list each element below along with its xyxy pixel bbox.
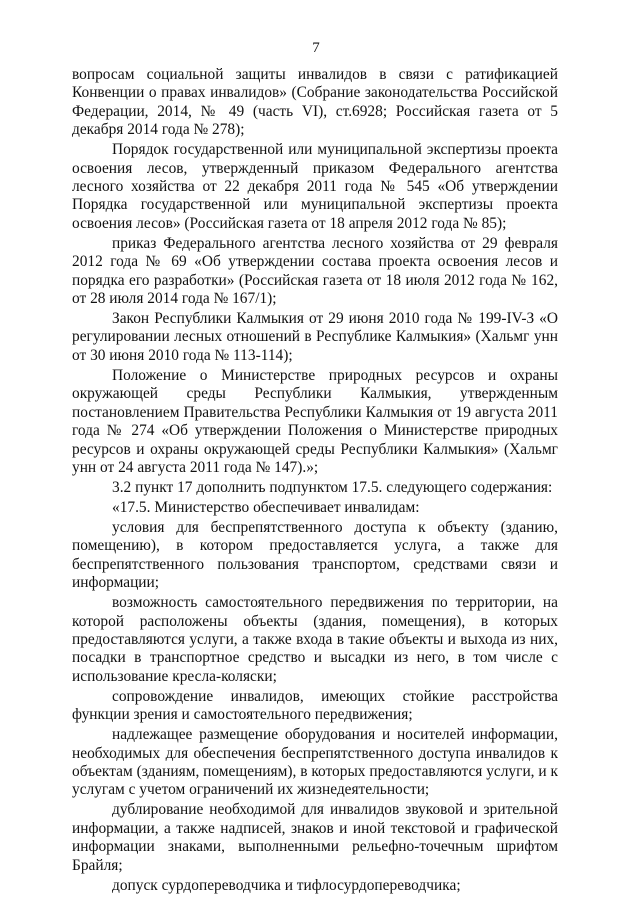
paragraph-amendment-3-2: 3.2 пункт 17 дополнить подпунктом 17.5. следующего содержания: — [112, 478, 553, 496]
list-item-info-duplication: дублирование необходимой для инвалидов звуковой и зрительной информации, а также надписей, знаков и иной текстовой и графической информации знаками, выполненными рельефно-точечным шрифтом Брайля; — [72, 801, 558, 874]
list-item-independent-movement: возможность самостоятельного передвижения по территории, на которой расположены объекты (здания, помещения), в которых предоставляются услуги, а также входа в такие объекты и выхода из них, посадки в транспортное средство и высадки из него, в том числе с использование кресла-коляски; — [72, 594, 558, 685]
paragraph-kalmykia-law: Закон Республики Калмыкия от 29 июня 2010 года № 199-IV-З «О регулировании лесных отношений в Республике Калмыкия» (Хальмг унн от 30 июня 2010 года № 113-114); — [72, 310, 558, 364]
list-item-sign-interpreter: допуск сурдопереводчика и тифлосурдопереводчика; — [112, 876, 461, 894]
paragraph-expertise-procedure: Порядок государственной или муниципальной экспертизы проекта освоения лесов, утвержденный приказом Федерального агентства лесного хозяйства от 22 декабря 2011 года № 545 «Об утверждении Порядка государственной или муниципальной экспертизы проекта освоения лесов» (Российская газета от 18 апреля 2012 года № 85); — [72, 141, 558, 232]
list-item-equipment-placement: надлежащее размещение оборудования и носителей информации, необходимых для обеспечения беспрепятственного доступа инвалидов к объектам (зданиям, помещениям), в которых предоставляются услуги, и к услугам с учетом ограничений их жизнедеятельности; — [72, 726, 558, 799]
document-body — [72, 66, 558, 897]
list-item-access-conditions: условия для беспрепятственного доступа к объекту (зданию, помещению), в котором предоставляется услуга, а также для беспрепятственного пользования транспортом, средствами связи и информации; — [72, 518, 558, 592]
paragraph-17-5-intro: «17.5. Министерство обеспечивает инвалидам: — [112, 498, 420, 516]
paragraph-ministry-regulation: Положение о Министерстве природных ресурсов и охраны окружающей среды Республики Калмыкия, утвержденным постановлением Правительства Республики Калмыкия от 19 августа 2011 года № 274 «Об утверждении Положения о Министерстве природных ресурсов и охраны окружающей среды Республики Калмыкия» (Хальмг унн от 24 августа 2011 года № 147).»; — [72, 366, 558, 476]
paragraph-continuation: вопросам социальной защиты инвалидов в связи с ратификацией Конвенции о правах инвалидов» (Собрание законодательства Российской Федерации, 2014, № 49 (часть VI), ст.6928; Российская газета от 5 декабря 2014 года № 278); — [72, 66, 558, 139]
page-number: 7 — [312, 40, 320, 56]
list-item-escort: сопровождение инвалидов, имеющих стойкие расстройства функции зрения и самостоятельного передвижения; — [72, 687, 558, 724]
paragraph-forest-agency-order: приказ Федерального агентства лесного хозяйства от 29 февраля 2012 года № 69 «Об утверждении состава проекта освоения лесов и порядка его разработки» (Российская газета от 18 июля 2012 года № 162, от 28 июля 2014 года № 167/1); — [72, 234, 558, 308]
